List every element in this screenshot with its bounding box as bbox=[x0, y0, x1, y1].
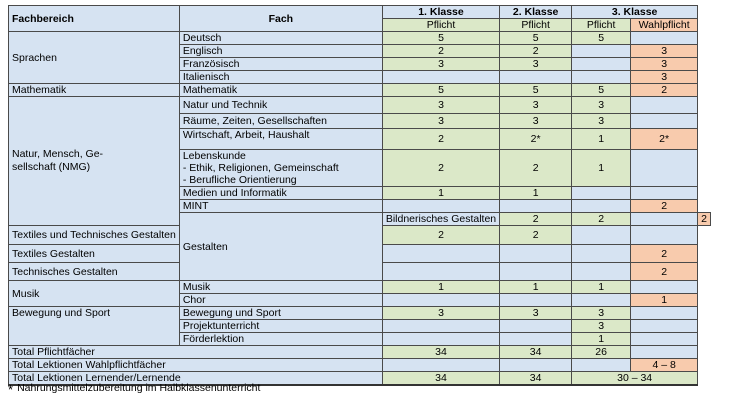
subject-name: Textiles und Technisches Gestalten bbox=[9, 226, 180, 245]
wp-value: 2 bbox=[631, 84, 698, 97]
subject-name: Technisches Gestalten bbox=[9, 263, 180, 281]
k2-value: 1 bbox=[500, 187, 572, 200]
total-pflicht-k1: 34 bbox=[382, 346, 499, 359]
total-lernende-k1: 34 bbox=[382, 372, 499, 386]
k3-value bbox=[572, 71, 631, 84]
subject-name: Projektunterricht bbox=[179, 320, 382, 333]
wp-value bbox=[631, 32, 698, 45]
k1-value: 5 bbox=[382, 32, 499, 45]
k3-value: 5 bbox=[572, 84, 631, 97]
total-pflicht-label: Total Pflichtfächer bbox=[9, 346, 383, 359]
total-pflicht-wp bbox=[631, 346, 698, 359]
subject-name: Bewegung und Sport bbox=[179, 307, 382, 320]
k2-value bbox=[500, 320, 572, 333]
k2-value: 5 bbox=[500, 32, 572, 45]
total-pflicht-k3: 26 bbox=[572, 346, 631, 359]
header-klasse-1: 1. Klasse bbox=[382, 6, 499, 19]
k1-value: 2 bbox=[500, 213, 572, 226]
k2-value: 3 bbox=[500, 97, 572, 114]
k3-value: 3 bbox=[572, 114, 631, 129]
header-fachbereich: Fachbereich bbox=[9, 6, 180, 32]
k3-value bbox=[572, 187, 631, 200]
table-row bbox=[9, 307, 711, 320]
wp-value: 3 bbox=[631, 45, 698, 58]
k3-value bbox=[572, 58, 631, 71]
subject-subline: - Berufliche Orientierung bbox=[182, 174, 297, 186]
k3-value: 1 bbox=[572, 333, 631, 346]
wp-value bbox=[631, 150, 698, 187]
k1-value: 3 bbox=[382, 114, 499, 129]
total-lernende-k3: 30 – 34 bbox=[572, 372, 698, 386]
subject-subline: - Ethik, Religionen, Gemeinschaft bbox=[182, 162, 339, 174]
total-pflicht-k2: 34 bbox=[500, 346, 572, 359]
total-wahl-row bbox=[9, 359, 711, 372]
k1-value bbox=[382, 294, 499, 307]
area-bewegung: Bewegung und Sport bbox=[9, 307, 180, 346]
k1-value bbox=[382, 333, 499, 346]
k3-value: 1 bbox=[572, 281, 631, 294]
wp-value bbox=[631, 320, 698, 333]
k2-value: 2 bbox=[500, 150, 572, 187]
subject-name: Bildnerisches Gestalten bbox=[382, 213, 499, 226]
header-klasse-3: 3. Klasse bbox=[572, 6, 698, 19]
total-lernende-label: Total Lektionen Lernender/Lernende bbox=[9, 372, 383, 386]
subject-name: Lebenskunde bbox=[182, 150, 246, 162]
header-pflicht-3: Pflicht bbox=[572, 19, 631, 32]
k2-value bbox=[500, 71, 572, 84]
footnote-text: Nahrungsmittelzubereitung im Halbklassenunterricht bbox=[17, 382, 261, 394]
table-row bbox=[9, 97, 711, 114]
k3-value bbox=[572, 200, 631, 213]
k2-value: 2* bbox=[500, 129, 572, 150]
subject-name: Wirtschaft, Arbeit, Haushalt bbox=[179, 129, 382, 150]
k1-value bbox=[382, 71, 499, 84]
wp-value bbox=[631, 226, 698, 245]
k3-value bbox=[572, 294, 631, 307]
k2-value: 3 bbox=[500, 307, 572, 320]
area-mathematik: Mathematik bbox=[9, 84, 180, 97]
area-sprachen: Sprachen bbox=[9, 32, 180, 84]
k3-value: 3 bbox=[572, 97, 631, 114]
wp-value bbox=[631, 333, 698, 346]
wp-value bbox=[631, 281, 698, 294]
wp-value: 2 bbox=[631, 263, 698, 281]
subject-name: Natur und Technik bbox=[179, 97, 382, 114]
total-wahl-wp: 4 – 8 bbox=[631, 359, 698, 372]
footnote-star: * bbox=[8, 382, 14, 397]
k2-value bbox=[500, 294, 572, 307]
area-gestalten: Gestalten bbox=[179, 213, 382, 281]
subject-name: MINT bbox=[179, 200, 382, 213]
wp-value bbox=[631, 187, 698, 200]
subject-name: Mathematik bbox=[179, 84, 382, 97]
k3-value bbox=[572, 245, 631, 263]
k2-value bbox=[500, 200, 572, 213]
wp-value: 3 bbox=[631, 58, 698, 71]
subject-name: Chor bbox=[179, 294, 382, 307]
subject-name: Medien und Informatik bbox=[179, 187, 382, 200]
k2-value bbox=[500, 263, 572, 281]
table-row bbox=[9, 281, 711, 294]
subject-name: Textiles Gestalten bbox=[9, 245, 180, 263]
total-wahl-k1 bbox=[382, 359, 499, 372]
subject-name: Englisch bbox=[179, 45, 382, 58]
k2-value: 3 bbox=[500, 114, 572, 129]
k1-value bbox=[382, 320, 499, 333]
k1-value: 2 bbox=[382, 129, 499, 150]
k1-value bbox=[382, 200, 499, 213]
k2-value bbox=[500, 333, 572, 346]
lektionentafel-table bbox=[8, 5, 711, 386]
k3-value bbox=[572, 226, 631, 245]
wp-value: 2* bbox=[631, 129, 698, 150]
k3-value: 5 bbox=[572, 32, 631, 45]
k3-value: 3 bbox=[572, 307, 631, 320]
header-pflicht-1: Pflicht bbox=[382, 19, 499, 32]
subject-name: Räume, Zeiten, Gesellschaften bbox=[179, 114, 382, 129]
k2-value: 1 bbox=[500, 281, 572, 294]
wp-value: 2 bbox=[698, 213, 711, 226]
area-musik: Musik bbox=[9, 281, 180, 307]
area-nmg: Natur, Mensch, Ge- sellschaft (NMG) bbox=[9, 97, 180, 226]
wp-value: 3 bbox=[631, 71, 698, 84]
subject-name: Deutsch bbox=[179, 32, 382, 45]
k1-value: 3 bbox=[382, 97, 499, 114]
k3-value bbox=[631, 213, 698, 226]
subject-name: Förderlektion bbox=[179, 333, 382, 346]
k3-value: 1 bbox=[572, 129, 631, 150]
k1-value: 3 bbox=[382, 58, 499, 71]
wp-value: 1 bbox=[631, 294, 698, 307]
total-wahl-label: Total Lektionen Wahlpflichtfächer bbox=[9, 359, 383, 372]
header-klasse-2: 2. Klasse bbox=[500, 6, 572, 19]
k1-value: 2 bbox=[382, 45, 499, 58]
total-lernende-k2: 34 bbox=[500, 372, 572, 386]
k1-value: 2 bbox=[382, 150, 499, 187]
k1-value: 1 bbox=[382, 187, 499, 200]
wp-value: 2 bbox=[631, 245, 698, 263]
k1-value bbox=[382, 263, 499, 281]
k1-value: 2 bbox=[382, 226, 499, 245]
k2-value: 5 bbox=[500, 84, 572, 97]
k3-value: 3 bbox=[572, 320, 631, 333]
header-fach: Fach bbox=[179, 6, 382, 32]
subject-name: Italienisch bbox=[179, 71, 382, 84]
wp-value bbox=[631, 97, 698, 114]
table-row bbox=[9, 84, 711, 97]
total-pflicht-row bbox=[9, 346, 711, 359]
subject-name: Musik bbox=[179, 281, 382, 294]
k1-value bbox=[382, 245, 499, 263]
wp-value bbox=[631, 307, 698, 320]
table-row bbox=[9, 32, 711, 45]
k2-value: 2 bbox=[500, 226, 572, 245]
k2-value: 3 bbox=[500, 58, 572, 71]
wp-value: 2 bbox=[631, 200, 698, 213]
k2-value: 2 bbox=[500, 45, 572, 58]
k1-value: 5 bbox=[382, 84, 499, 97]
subject-name: Französisch bbox=[179, 58, 382, 71]
k1-value: 3 bbox=[382, 307, 499, 320]
subject-lebenskunde bbox=[179, 150, 382, 187]
k2-value: 2 bbox=[572, 213, 631, 226]
header-row-1 bbox=[9, 6, 711, 19]
total-wahl-k3 bbox=[572, 359, 631, 372]
k3-value bbox=[572, 263, 631, 281]
header-pflicht-2: Pflicht bbox=[500, 19, 572, 32]
k3-value bbox=[572, 45, 631, 58]
footnote bbox=[8, 382, 260, 397]
k1-value: 1 bbox=[382, 281, 499, 294]
k2-value bbox=[500, 245, 572, 263]
total-wahl-k2 bbox=[500, 359, 572, 372]
header-wahlpflicht: Wahlpflicht bbox=[631, 19, 698, 32]
k3-value: 1 bbox=[572, 150, 631, 187]
wp-value bbox=[631, 114, 698, 129]
